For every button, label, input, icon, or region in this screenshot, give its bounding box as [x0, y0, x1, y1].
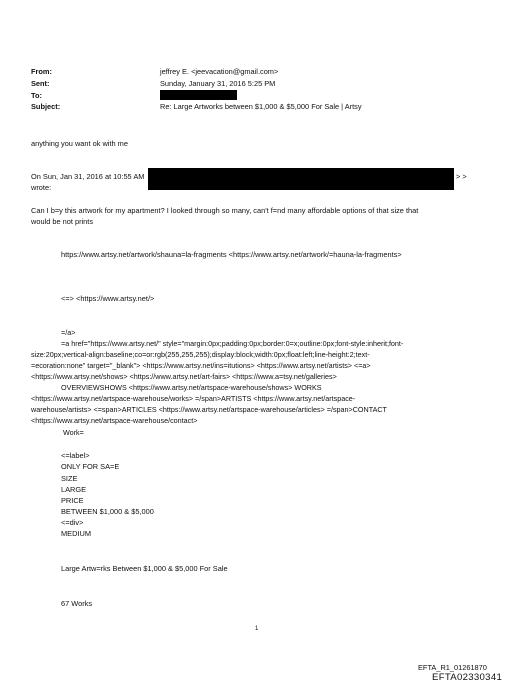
filter-only-for-sale: ONLY FOR SA=E — [61, 462, 120, 471]
code-line-6: OVERVIEWSHOWS <https://www.artsy.net/artspace-warehouse/shows> WORKS — [61, 383, 322, 392]
footer-id-2: EFTA02330341 — [432, 672, 503, 683]
quote-wrote: wrote: — [31, 183, 52, 192]
code-line-3: size:20px;vertical-align:baseline;co=or:rgb(255,255,255);display:block;width:0px;float:left;line-height:2;text- — [31, 350, 370, 359]
code-line-8: warehouse/artists> <=span>ARTICLES <https://www.artsy.net/artspace-warehouse/articles> =/span>CONTACT — [31, 405, 387, 414]
subject-value: Re: Large Artworks between $1,000 & $5,000 For Sale | Artsy — [160, 102, 362, 111]
quote-on-line-end: > > — [456, 172, 467, 181]
page-number: 1 — [255, 626, 259, 632]
subject-label: Subject: — [31, 102, 61, 111]
from-label: From: — [31, 67, 52, 76]
footer-id-1: EFTA_R1_01261870 — [418, 663, 487, 672]
quote-on-line: On Sun, Jan 31, 2016 at 10:55 AM — [31, 172, 145, 181]
filter-large: LARGE — [61, 485, 87, 494]
code-line-5: <https://www.artsy.net/shows> <https://www.artsy.net/art-fairs> <https://www.a=tsy.net/galleries> — [31, 372, 337, 381]
code-line-9: <https://www.artsy.net/artspace-warehouse/contact> — [31, 416, 198, 425]
reply-text: anything you want ok with me — [31, 139, 128, 148]
filter-div-tag: <=div> — [61, 518, 84, 527]
code-line-7: <https://www.artsy.net/artspace-warehouse/works> =/span>ARTISTS <https://www.artsy.net/artspace- — [31, 394, 356, 403]
code-line-4: =ecoration:none" target="_blank"> <https://www.artsy.net/ins=itutions> <https://www.artsy.net/artists> <=a> — [31, 361, 371, 370]
redaction-to — [160, 90, 237, 100]
filter-price-range: BETWEEN $1,000 & $5,000 — [61, 507, 154, 516]
from-value: jeffrey E. <jeevacation@gmail.com> — [160, 67, 279, 76]
redaction-sender — [148, 168, 454, 190]
filter-price: PRICE — [61, 496, 84, 505]
filter-medium: MEDIUM — [61, 529, 91, 538]
works-count: 67 Works — [61, 599, 93, 608]
filter-label-tag: <=label> — [61, 451, 90, 460]
sent-label: Sent: — [31, 79, 50, 88]
to-label: To: — [31, 91, 42, 100]
code-line-1: =/a> — [61, 328, 76, 337]
filter-size: SIZE — [61, 474, 78, 483]
code-line-2: =a href="https://www.artsy.net/" style="margin:0px;padding:0px;border:0=x;outline:0px;font-style:inherit;font- — [61, 339, 404, 348]
listing-title: Large Artw=rks Between $1,000 & $5,000 For Sale — [61, 564, 228, 573]
artsy-home-line: <=> <https://www.artsy.net/> — [61, 294, 155, 303]
artwork-url-line: https://www.artsy.net/artwork/shauna=la-fragments <https://www.artsy.net/artwork/=hauna-la-fragments> — [61, 250, 402, 259]
question-line-1: Can I b=y this artwork for my apartment? I looked through so many, can't f=nd many affordable options of that size that — [31, 206, 419, 215]
code-line-10: Work= — [63, 428, 84, 437]
question-line-2: would be not prints — [31, 217, 94, 226]
sent-value: Sunday, January 31, 2016 5:25 PM — [160, 79, 276, 88]
